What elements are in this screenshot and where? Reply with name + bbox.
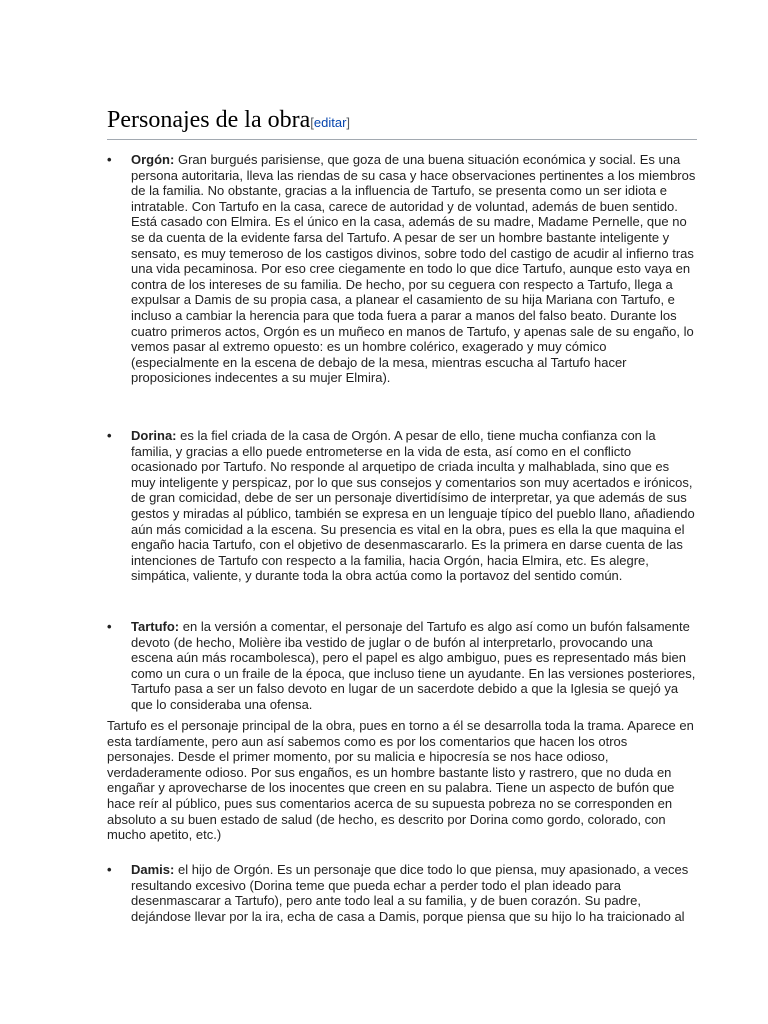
edit-link[interactable]: editar: [313, 115, 347, 130]
item-text: Gran burgués parisiense, que goza de una buena situación económica y social. Es una persona autoritaria, lleva las riendas de su casa y hace observaciones pertinentes a los miembros de la familia. No obstante, gracias a la influencia de Tartufo, se presenta como un ser idiota e intratable. Con Tartufo en la casa, carece de autoridad y de voluntad, además de buen sentido. Está casado con Elmira. Es el único en la casa, además de su madre, Madame Pernelle, que no se da cuenta de la evidente farsa del Tartufo. A pesar de ser un hombre bastante inteligente y sensato, es muy temeroso de los castigos divinos, sobre todo del castigo de acudir al infierno tras una vida pecaminosa. Por eso cree ciegamente en todo lo que dice Tartufo, aunque esto vaya en contra de los intereses de su familia. De hecho, por su ceguera con respecto a Tartufo, llega a expulsar a Damis de su propia casa, a planear el casamiento de su hija Mariana con Tartufo, e incluso a cambiar la herencia para que toda fuera a parar a manos del falso beato. Durante los cuatro primeros actos, Orgón es un muñeco en manos de Tartufo, y apenas sale de su engaño, lo vemos pasar al extremo opuesto: es un hombre colérico, exagerado y muy cómico (especialmente en la escena de debajo de la mesa, mientras escucha al Tartufo hacer proposiciones indecentes a su mujer Elmira).: [131, 152, 696, 386]
list-item-orgon: [107, 152, 697, 386]
body-paragraph: Tartufo es el personaje principal de la obra, pues en torno a él se desarrolla toda la trama. Aparece en esta tardíamente, pero aun así sabemos como es por los comentarios que hacen los otros personajes. Desde el primer momento, por su malicia e hipocresía se nos hace odioso, verdaderamente odioso. Por sus engaños, es un hombre bastante listo y rastrero, que no duda en engañar y aprovecharse de los inocentes que creen en su palabra. Tiene un aspecto de bufón que hace reír al público, pues sus comentarios acerca de su supuesta pobreza no se corresponden en absoluto a su buen estado de salud (de hecho, es descrito por Dorina como gordo, colorado, con mucho apetito, etc.): [107, 718, 694, 843]
bullet-icon: •: [107, 428, 112, 443]
list-item-dorina: [107, 428, 697, 584]
list-item-damis: [107, 862, 697, 924]
item-term: Dorina:: [131, 428, 177, 443]
section-heading: [107, 106, 697, 140]
bullet-icon: •: [107, 619, 112, 634]
item-text: es la fiel criada de la casa de Orgón. A pesar de ello, tiene mucha confianza con la familia, y gracias a ello puede entrometerse en la vida de esta, así como en el conflicto ocasionado por Tartufo. No responde al arquetipo de criada inculta y malhablada, sino que es muy inteligente y perspicaz, por lo que sus consejos y comentarios son muy acertados e irónicos, de gran comicidad, debe de ser un personaje divertidísimo de interpretar, ya que además de sus gestos y miradas al público, también se expresa en un lenguaje típico del pueblo llano, añadiendo aún más comicidad a la escena. Su presencia es vital en la obra, pues es ella la que maquina el engaño hacia Tartufo, con el objetivo de desenmascararlo. Es la primera en darse cuenta de las intenciones de Tartufo con respecto a la familia, hacia Orgón, hacia Elmira, etc. Es alegre, simpática, valiente, y durante toda la obra actúa como la portavoz del sentido común.: [131, 428, 695, 584]
bullet-icon: •: [107, 862, 112, 877]
list-item-tartufo: [107, 619, 697, 713]
heading-title: Personajes de la obra: [107, 107, 311, 133]
item-text: el hijo de Orgón. Es un personaje que dice todo lo que piensa, muy apasionado, a veces resultando excesivo (Dorina teme que pueda echar a perder todo el plan ideado para desenmascarar a Tartufo), pero ante todo leal a su familia, y de buen corazón. Su padre, dejándose llevar por la ira, echa de casa a Damis, porque piensa que su hijo lo ha traicionado al: [131, 862, 689, 924]
item-term: Tartufo:: [131, 619, 180, 634]
edit-section: [editar]: [310, 115, 351, 130]
bullet-icon: •: [107, 152, 112, 167]
item-text: en la versión a comentar, el personaje del Tartufo es algo así como un bufón falsamente devoto (de hecho, Molière iba vestido de juglar o de bufón al interpretarlo, provocando una escena aún más rocambolesca), pero el papel es algo ambiguo, pues es representado más bien como un cura o un fraile de la época, que incluso tiene un ayudante. En las versiones posteriores, Tartufo pasa a ser un falso devoto en lugar de un sacerdote debido a que la Iglesia se quejó ya que lo consideraba una ofensa.: [131, 619, 696, 712]
item-term: Damis:: [131, 862, 175, 877]
item-term: Orgón:: [131, 152, 175, 167]
